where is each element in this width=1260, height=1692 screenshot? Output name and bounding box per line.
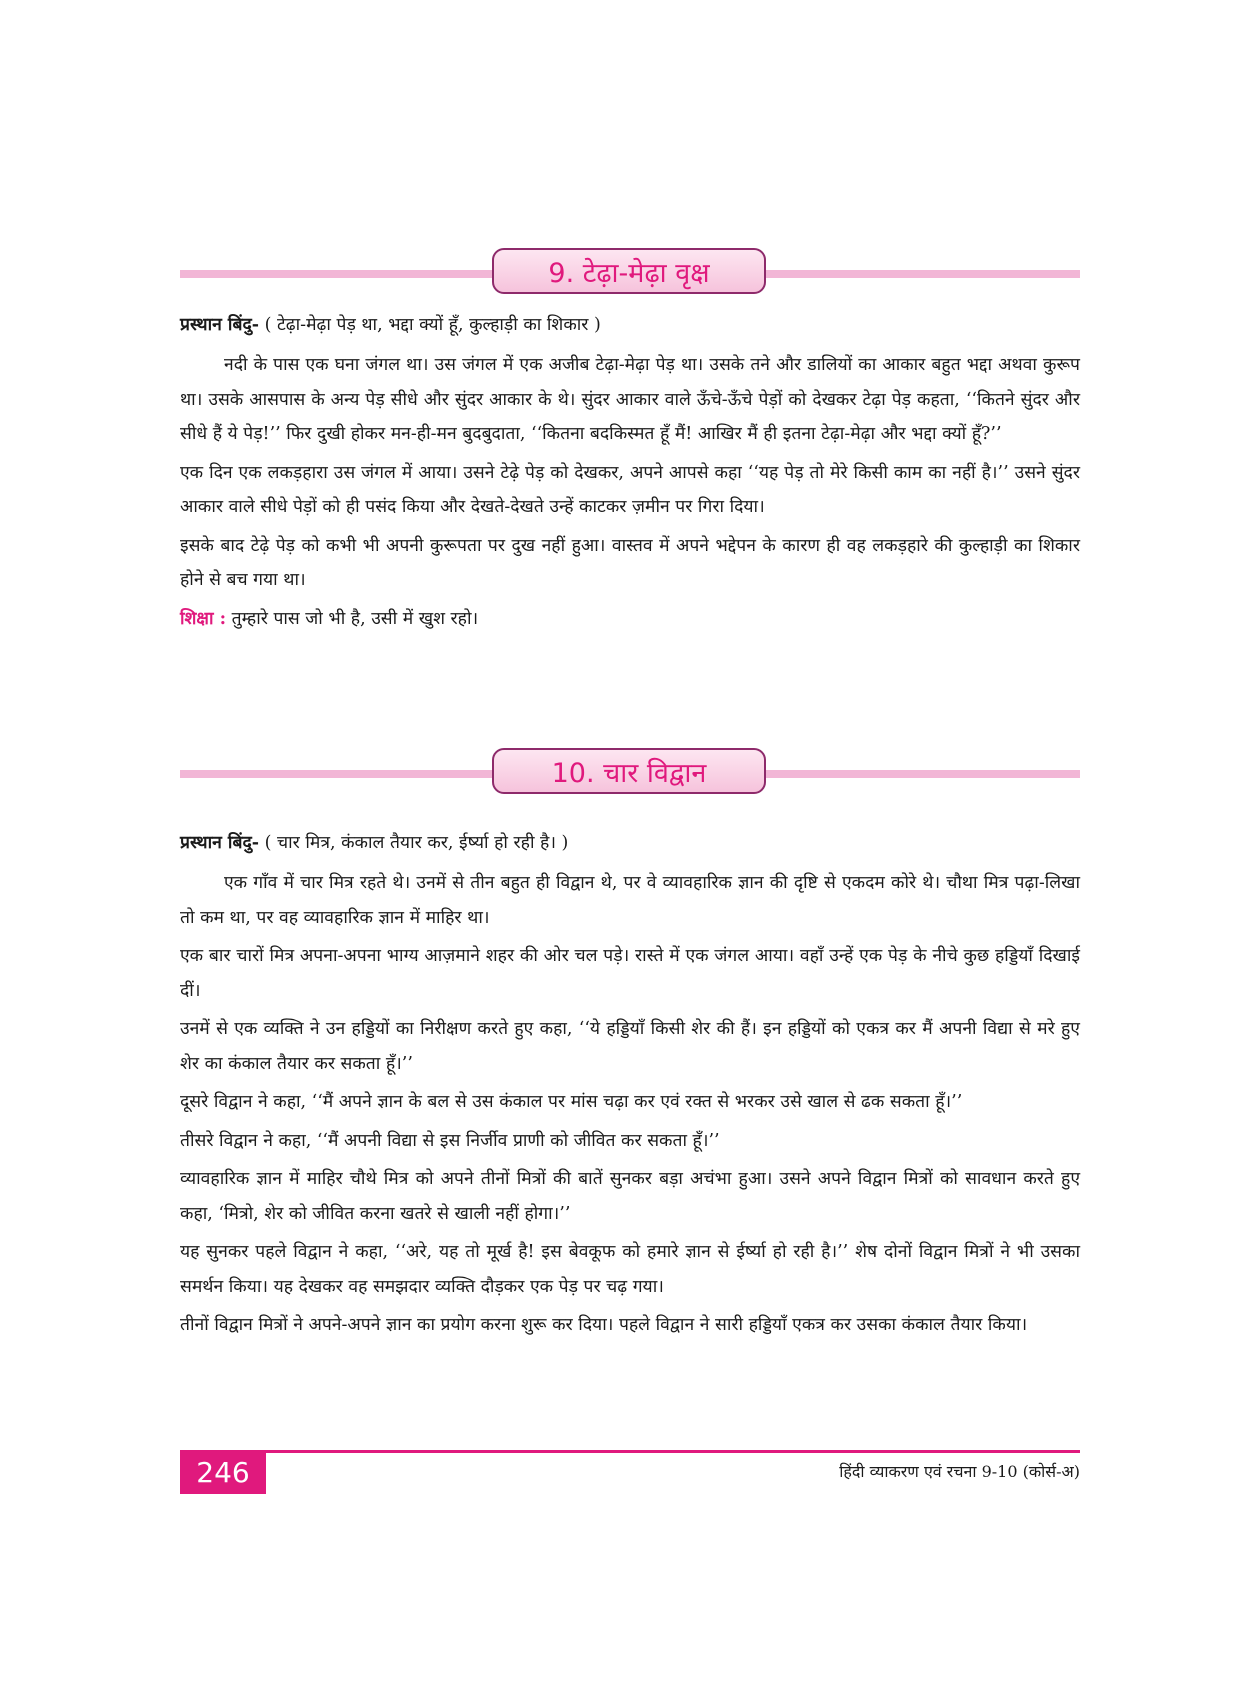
starting-points [180, 830, 1080, 856]
starting-points [180, 312, 1080, 338]
paragraph: तीनों विद्वान मित्रों ने अपने-अपने ज्ञान का प्रयोग करना शुरू कर दिया। पहले विद्वान ने सारी हड्डियाँ एकत्र कर उसका कंकाल तैयार किया। [180, 1315, 1028, 1335]
paragraph: यह सुनकर पहले विद्वान ने कहा, ‘‘अरे, यह तो मूर्ख है! इस बेवकूफ को हमारे ज्ञान से ईर्ष्या हो रही है।’’ शेष दोनों विद्वान मित्रों ने भी उसका समर्थन किया। यह देखकर वह समझदार व्यक्ति दौड़कर एक पेड़ पर चढ़ गया। [180, 1242, 1080, 1297]
story-title-row [180, 248, 1080, 300]
paragraph: नदी के पास एक घना जंगल था। उस जंगल में एक अजीब टेढ़ा-मेढ़ा पेड़ था। उसके तने और डालियों का आकार बहुत भद्दा अथवा कुरूप था। उसके आसपास के अन्य पेड़ सीधे और सुंदर आकार के थे। सुंदर आकार वाले ऊँचे-ऊँचे पेड़ों को देखकर टेढ़ा पेड़ कहता, ‘‘कितने सुंदर और सीधे हैं ये पेड़!’’ फिर दुखी होकर मन-ही-मन बुदबुदाता, ‘‘कितना बदकिस्मत हूँ मैं! आखिर मैं ही इतना टेढ़ा-मेढ़ा और भद्दा क्यों हूँ?’’ [180, 355, 1080, 444]
page-footer [180, 1450, 1080, 1494]
starting-points-label: प्रस्थान बिंदु- [180, 315, 260, 335]
page-number: 246 [180, 1450, 266, 1494]
starting-points-text: ( टेढ़ा-मेढ़ा पेड़ था, भद्दा क्यों हूँ, कुल्हाड़ी का शिकार ) [259, 315, 601, 335]
paragraph: उनमें से एक व्यक्ति ने उन हड्डियों का निरीक्षण करते हुए कहा, ‘‘ये हड्डियाँ किसी शेर की हैं। इन हड्डियों को एकत्र कर मैं अपनी विद्या से मरे हुए शेर का कंकाल तैयार कर सकता हूँ।’’ [180, 1019, 1080, 1074]
moral-text: तुम्हारे पास जो भी है, उसी में खुश रहो। [226, 608, 479, 629]
story-teda-meda-vriksh [180, 248, 1080, 640]
book-title: हिंदी व्याकरण एवं रचना 9-10 (कोर्स-अ) [839, 1462, 1080, 1481]
paragraph: दूसरे विद्वान ने कहा, ‘‘मैं अपने ज्ञान के बल से उस कंकाल पर मांस चढ़ा कर एवं रक्त से भरकर उसे खाल से ढक सकता हूँ।’’ [180, 1092, 963, 1112]
paragraph: एक बार चारों मित्र अपना-अपना भाग्य आज़माने शहर की ओर चल पड़े। रास्ते में एक जंगल आया। वहाँ उन्हें एक पेड़ के नीचे कुछ हड्डियाँ दिखाई दीं। [180, 946, 1081, 1001]
story-title: 10. चार विद्वान [492, 748, 766, 794]
paragraph: इसके बाद टेढ़े पेड़ को कभी भी अपनी कुरूपता पर दुख नहीं हुआ। वास्तव में अपने भद्देपन के कारण ही वह लकड़हारे की कुल्हाड़ी का शिकार होने से बच गया था। [180, 535, 1080, 590]
paragraph: व्यावहारिक ज्ञान में माहिर चौथे मित्र को अपने तीनों मित्रों की बातें सुनकर बड़ा अचंभा हुआ। उसने अपने विद्वान मित्रों को सावधान करते हुए कहा, ‘मित्रो, शेर को जीवित करना खतरे से खाली नहीं होगा।’’ [180, 1169, 1080, 1224]
paragraph: एक गाँव में चार मित्र रहते थे। उनमें से तीन बहुत ही विद्वान थे, पर वे व्यावहारिक ज्ञान की दृष्टि से एकदम कोरे थे। चौथा मित्र पढ़ा-लिखा तो कम था, पर वह व्यावहारिक ज्ञान में माहिर था। [180, 873, 1080, 928]
moral-label: शिक्षा : [180, 608, 227, 629]
moral [180, 602, 1080, 637]
story-chaar-vidvaan [180, 748, 1080, 1347]
paragraph: एक दिन एक लकड़हारा उस जंगल में आया। उसने टेढ़े पेड़ को देखकर, अपने आपसे कहा ‘‘यह पेड़ तो मेरे किसी काम का नहीं है।’’ उसने सुंदर आकार वाले सीधे पेड़ों को ही पसंद किया और देखते-देखते उन्हें काटकर ज़मीन पर गिरा दिया। [180, 462, 1080, 517]
story-title: 9. टेढ़ा-मेढ़ा वृक्ष [492, 248, 766, 294]
starting-points-label: प्रस्थान बिंदु- [180, 833, 260, 853]
footer-divider [180, 1450, 1080, 1453]
paragraph: तीसरे विद्वान ने कहा, ‘‘मैं अपनी विद्या से इस निर्जीव प्राणी को जीवित कर सकता हूँ।’’ [180, 1130, 720, 1151]
story-title-row [180, 748, 1080, 800]
starting-points-text: ( चार मित्र, कंकाल तैयार कर, ईर्ष्या हो रही है। ) [259, 833, 569, 853]
